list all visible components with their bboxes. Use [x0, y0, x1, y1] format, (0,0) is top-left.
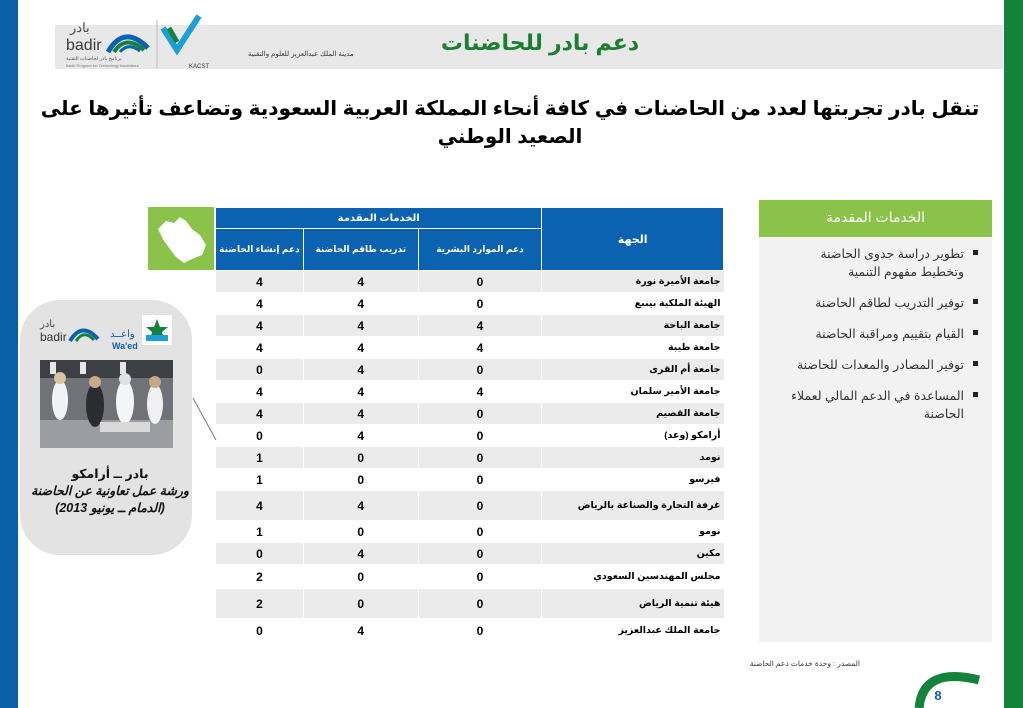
establish-value: 4 — [216, 315, 304, 337]
establish-value: 1 — [216, 447, 304, 469]
svg-text:Wa'ed: Wa'ed — [112, 341, 138, 351]
entity-name: جامعة الملك عبدالعزيز — [542, 619, 724, 643]
training-value: 4 — [303, 491, 418, 521]
hr-value: 0 — [418, 543, 542, 565]
right-green-bar — [1004, 0, 1023, 708]
entity-header: الجهة — [542, 208, 724, 271]
workshop-photo — [40, 360, 173, 448]
caption-line-2: ورشة عمل تعاونية عن الحاضنة — [31, 484, 189, 498]
entity-name: هيئة تنمية الرياض — [542, 589, 724, 619]
establish-value: 4 — [216, 293, 304, 315]
establish-value: 4 — [216, 337, 304, 359]
establish-value: 0 — [216, 619, 304, 643]
establish-value: 4 — [216, 403, 304, 425]
hr-value: 0 — [418, 359, 542, 381]
establish-value: 0 — [216, 425, 304, 447]
table-row — [216, 359, 724, 381]
col-establish-header: دعم إنشاء الحاضنة — [216, 229, 304, 271]
svg-text:واعــد: واعــد — [110, 329, 135, 340]
establish-value: 2 — [216, 589, 304, 619]
table-row — [216, 315, 724, 337]
page-number: 8 — [934, 688, 942, 703]
list-item — [775, 245, 978, 281]
hr-value: 0 — [418, 403, 542, 425]
table-row — [216, 447, 724, 469]
bullet-icon — [973, 361, 978, 366]
caption-line-3: (الدمام ــ يونيو 2013) — [55, 501, 165, 515]
entity-name: أرامكو (وعد) — [542, 425, 724, 447]
page-title: دعم بادر للحاضنات — [440, 30, 640, 55]
entity-name: جامعة طيبة — [542, 337, 724, 359]
table-row — [216, 469, 724, 491]
col-training-header: تدريب طاقم الحاضنة — [303, 229, 418, 271]
list-item-text: تطوير دراسة جدوى الحاضنة وتخطيط مفهوم التنمية — [820, 247, 964, 279]
entity-name: نومد — [542, 447, 724, 469]
hr-value: 4 — [418, 337, 542, 359]
table-row — [216, 543, 724, 565]
training-value: 0 — [303, 565, 418, 589]
table-row — [216, 521, 724, 543]
table-row — [216, 337, 724, 359]
caption-line-1: بادر ــ أرامكو — [71, 467, 149, 481]
svg-text:برنامج بادر لحاضنات التقنية: برنامج بادر لحاضنات التقنية — [66, 56, 122, 62]
table-row — [216, 293, 724, 315]
entity-name: غرفة التجارة والصناعة بالرياض — [542, 491, 724, 521]
list-item — [775, 325, 978, 343]
entity-name: فيرسو — [542, 469, 724, 491]
svg-text:بادر: بادر — [40, 319, 56, 330]
establish-value: 2 — [216, 565, 304, 589]
table-row — [216, 381, 724, 403]
training-value: 4 — [303, 403, 418, 425]
entity-name: جامعة القصيم — [542, 403, 724, 425]
establish-value: 1 — [216, 469, 304, 491]
services-group-header: الخدمات المقدمة — [216, 208, 542, 229]
table-row — [216, 589, 724, 619]
training-value: 4 — [303, 359, 418, 381]
services-panel — [759, 200, 992, 642]
establish-value: 0 — [216, 543, 304, 565]
training-value: 4 — [303, 315, 418, 337]
list-item-text: القيام بتقييم ومراقبة الحاضنة — [815, 327, 964, 341]
hr-value: 4 — [418, 315, 542, 337]
svg-text:badir: badir — [66, 37, 102, 54]
training-value: 0 — [303, 447, 418, 469]
training-value: 0 — [303, 589, 418, 619]
hr-value: 0 — [418, 469, 542, 491]
bullet-icon — [973, 330, 978, 335]
training-value: 0 — [303, 469, 418, 491]
entity-name: جامعة الأمير سلمان — [542, 381, 724, 403]
entity-name: جامعة أم القرى — [542, 359, 724, 381]
kacst-logo — [155, 16, 354, 72]
training-value: 4 — [303, 293, 418, 315]
hr-value: 4 — [418, 381, 542, 403]
training-value: 0 — [303, 521, 418, 543]
svg-text:مدينة الملك عبدالعزيز للعلوم و: مدينة الملك عبدالعزيز للعلوم والتقنية — [248, 51, 354, 58]
svg-text:badir: badir — [40, 330, 67, 344]
svg-text:KACST: KACST — [189, 64, 210, 70]
list-item-text: توفير التدريب لطاقم الحاضنة — [815, 296, 964, 310]
hr-value: 0 — [418, 491, 542, 521]
training-value: 4 — [303, 381, 418, 403]
list-item-text: توفير المصادر والمعدات للحاضنة — [796, 358, 964, 372]
training-value: 4 — [303, 337, 418, 359]
table-row — [216, 403, 724, 425]
photo-caption — [30, 466, 190, 517]
entity-name: الهيئة الملكية بينبع — [542, 293, 724, 315]
table-row — [216, 619, 724, 643]
entity-name: مكين — [542, 543, 724, 565]
svg-text:Badir Program for Technology I: Badir Program for Technology Incubators — [66, 63, 139, 68]
hr-value: 0 — [418, 565, 542, 589]
training-value: 4 — [303, 619, 418, 643]
table-row — [216, 271, 724, 293]
hr-value: 0 — [418, 447, 542, 469]
badir-logo — [62, 18, 150, 70]
establish-value: 1 — [216, 521, 304, 543]
table-row — [216, 565, 724, 589]
entity-name: مجلس المهندسين السعودي — [542, 565, 724, 589]
saudi-map-box — [148, 207, 214, 270]
col-hr-header: دعم الموارد البشرية — [418, 229, 542, 271]
card-logos — [40, 313, 175, 355]
entity-name: نومو — [542, 521, 724, 543]
table-row — [216, 425, 724, 447]
hr-value: 0 — [418, 293, 542, 315]
training-value: 4 — [303, 543, 418, 565]
establish-value: 4 — [216, 491, 304, 521]
services-list — [759, 237, 992, 423]
establish-value: 0 — [216, 359, 304, 381]
hr-value: 0 — [418, 425, 542, 447]
hr-value: 0 — [418, 521, 542, 543]
hr-value: 0 — [418, 271, 542, 293]
entity-name: جامعة الباحة — [542, 315, 724, 337]
workshop-photo-illustration — [40, 360, 173, 448]
list-item — [775, 387, 978, 423]
services-panel-title: الخدمات المقدمة — [759, 200, 992, 237]
incubator-services-table — [215, 207, 724, 643]
saudi-map-icon — [148, 207, 214, 270]
entity-name: جامعة الأميرة نورة — [542, 271, 724, 293]
subtitle: تنقل بادر تجربتها لعدد من الحاضنات في كافة أنحاء المملكة العربية السعودية وتضاعف تأثيرها على الصعيد الوطني — [40, 98, 980, 148]
training-value: 4 — [303, 271, 418, 293]
list-item-text: المساعدة في الدعم المالي لعملاء الحاضنة — [791, 389, 964, 421]
bullet-icon — [973, 250, 978, 255]
table-row — [216, 491, 724, 521]
establish-value: 4 — [216, 271, 304, 293]
bullet-icon — [973, 299, 978, 304]
list-item — [775, 294, 978, 312]
left-blue-bar — [0, 0, 18, 708]
establish-value: 4 — [216, 381, 304, 403]
svg-text:بادر: بادر — [70, 20, 90, 35]
training-value: 4 — [303, 425, 418, 447]
list-item — [775, 356, 978, 374]
source-note: المصدر : وحدة خدمات دعم الحاضنة — [749, 659, 860, 668]
bullet-icon — [973, 392, 978, 397]
hr-value: 0 — [418, 619, 542, 643]
hr-value: 0 — [418, 589, 542, 619]
